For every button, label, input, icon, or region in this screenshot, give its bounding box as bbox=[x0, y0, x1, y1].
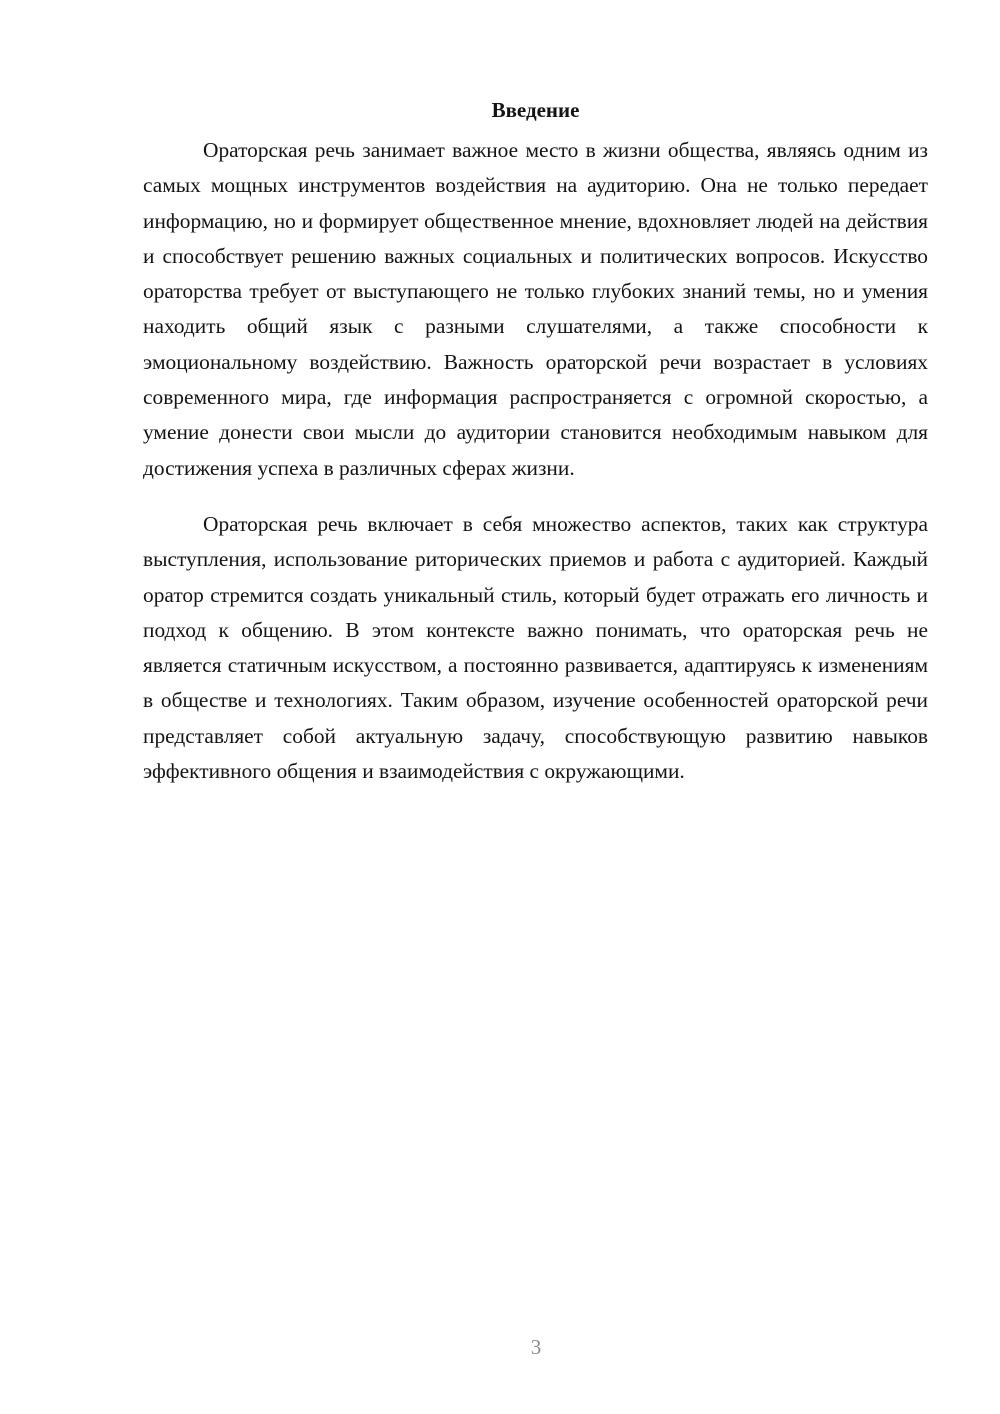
paragraph-1: Ораторская речь занимает важное место в жизни общества, являясь одним из самых мощных инструментов воздействия на аудиторию. Она не только передает информацию, но и формирует общественное мнение, вдохновляет людей на действия и способствует решению важных социальных и политических вопросов. Искусство ораторства требует от выступающего не только глубоких знаний темы, но и умения находить общий язык с разными слушателями, а также способности к эмоциональному воздействию. Важность ораторской речи возрастает в условиях современного мира, где информация распространяется с огромной скоростью, а умение донести свои мысли до аудитории становится необходимым навыком для достижения успеха в различных сферах жизни. bbox=[143, 138, 928, 480]
page-number: 3 bbox=[530, 1335, 542, 1359]
section-title: Введение bbox=[491, 98, 580, 122]
paragraph-2: Ораторская речь включает в себя множество аспектов, таких как структура выступления, использование риторических приемов и работа с аудиторией. Каждый оратор стремится создать уникальный стиль, который будет отражать его личность и подход к общению. В этом контексте важно понимать, что ораторская речь не является статичным искусством, а постоянно развивается, адаптируясь к изменениям в обществе и технологиях. Таким образом, изучение особенностей ораторской речи представляет собой актуальную задачу, способствующую развитию навыков эффективного общения и взаимодействия с окружающими. bbox=[143, 511, 928, 784]
document-body bbox=[143, 95, 928, 789]
